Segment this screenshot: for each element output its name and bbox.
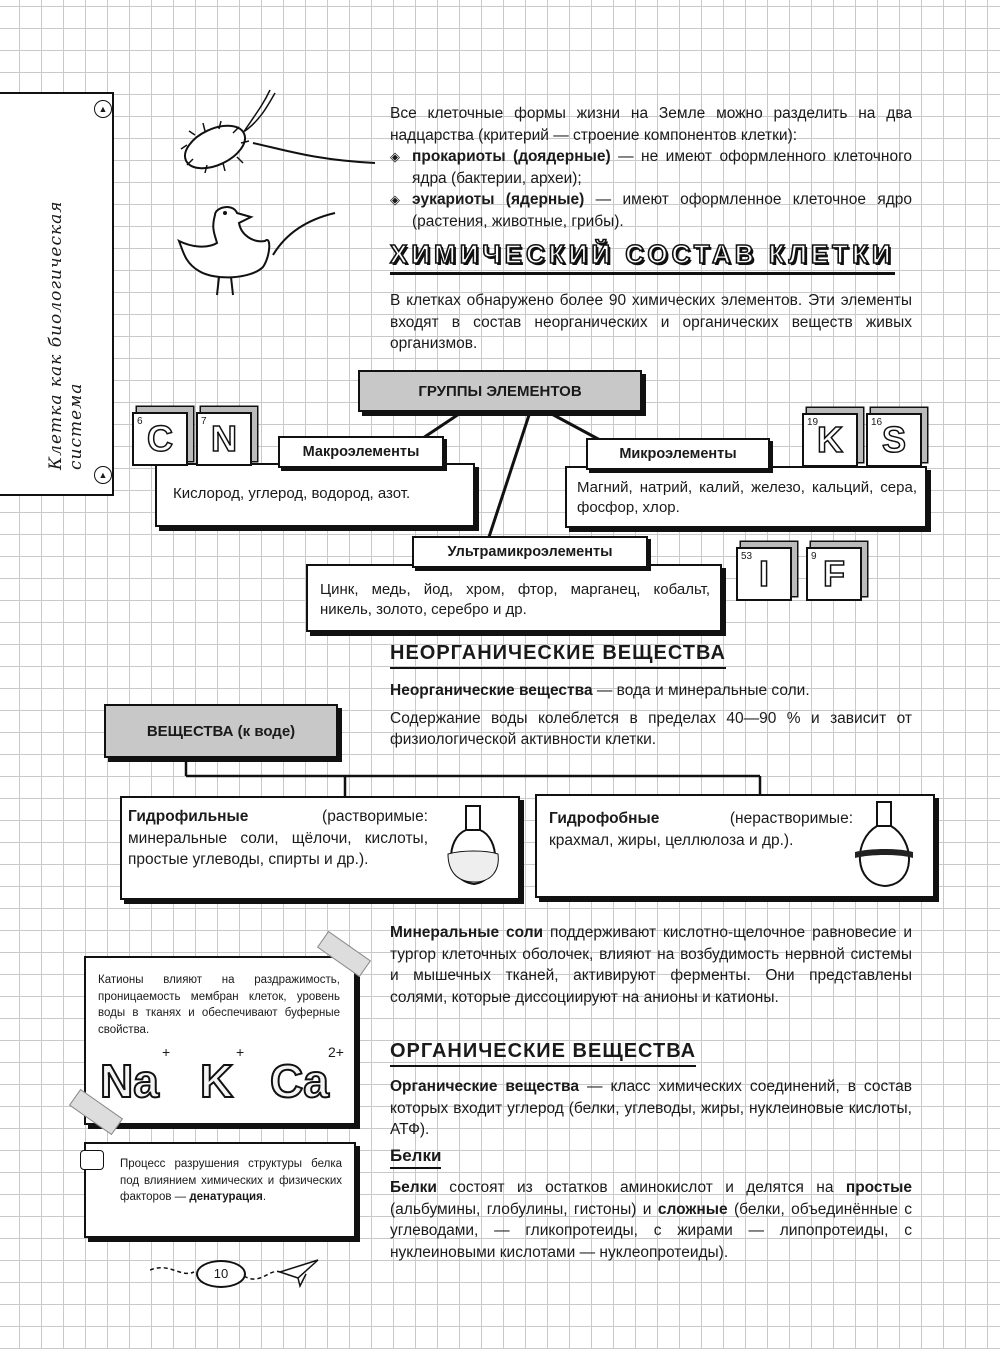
hydrophobic-text: Гидрофобные (нерастворимые: крахмал, жиры, целлюлоза и др.). — [549, 810, 853, 849]
diamond-bullet-icon: ◈ — [390, 149, 400, 164]
bullet-term: эукариоты (ядерные) — [412, 191, 585, 208]
flask-icon — [851, 800, 919, 890]
ion-charge: + — [162, 1044, 171, 1060]
micro-box — [565, 466, 927, 528]
macro-text: Кислород, углерод, водород, азот. — [173, 485, 411, 502]
organic-heading: ОРГАНИЧЕСКИЕ ВЕЩЕСТВА — [390, 1040, 696, 1067]
arrow-up-icon: ▲ — [94, 466, 112, 484]
element-tile: 53 I — [736, 547, 792, 601]
denaturation-text: Процесс разрушения структуры белка под влиянием химических и физических факторов — денатурация. — [120, 1158, 342, 1203]
chem-text: В клетках обнаружено более 90 химических элементов. Эти элементы входят в состав неорганических и органических веществ живых организмов. — [390, 292, 912, 352]
ultra-label: Ультрамикроэлементы — [412, 536, 648, 568]
micro-text: Магний, натрий, калий, железо, кальций, сера, фосфор, хлор. — [577, 479, 917, 516]
micro-label: Микроэлементы — [586, 438, 770, 470]
page-number: 10 — [196, 1260, 246, 1288]
water-content-text: Содержание воды колеблется в пределах 40—90 % и зависит от физиологической активности клетки. — [390, 709, 912, 748]
organic-text: Органические вещества — класс химических соединений, в состав которых входит углерод (белки, углеводы, жиры, нуклеиновые кислоты, АТФ). — [390, 1078, 912, 1138]
groups-title: ГРУППЫ ЭЛЕМЕНТОВ — [358, 370, 642, 412]
ion-charge: 2+ — [328, 1044, 344, 1060]
bullet-term: прокариоты (доядерные) — [412, 148, 611, 165]
proteins-text: Белки состоят из остатков аминокислот и делятся на простые (альбумины, глобулины, гистоны) и сложные (белки, объединённые с углеводами, — гликопротеиды, с жирами — липопротеиды, с нуклеиновыми кислотами — нуклеопротеиды). — [390, 1179, 912, 1261]
cation-note-text: Катионы влияют на раздражимость, проницаемость мембран клеток, уровень воды в тканях и обеспечивают буферные свойства. — [98, 974, 340, 1036]
denaturation-note — [84, 1142, 356, 1238]
hydrophilic-box — [120, 796, 520, 900]
element-tile: 7 N — [196, 412, 252, 466]
ion-symbol: Na — [100, 1055, 159, 1107]
bullet-desc: — не имеют оформленного клеточного ядра (бактерии, археи); — [412, 148, 912, 187]
paper-plane-icon — [150, 1258, 330, 1298]
term: Неорганические вещества — [390, 682, 593, 699]
ion-symbol: Ca — [270, 1055, 329, 1107]
cation-note — [84, 956, 356, 1125]
inorganic-heading: НЕОРГАНИЧЕСКИЕ ВЕЩЕСТВА — [390, 642, 726, 669]
diamond-bullet-icon: ◈ — [390, 192, 400, 207]
element-tile: 16 S — [866, 413, 922, 467]
proteins-heading: Белки — [390, 1146, 441, 1169]
ultra-box — [306, 564, 722, 632]
eye-icon — [80, 1150, 104, 1170]
intro-text: Все клеточные формы жизни на Земле можно разделить на два надцарства (критерий — строение компонентов клетки): — [390, 105, 912, 144]
macro-label: Макроэлементы — [278, 436, 444, 468]
element-tile: 6 C — [132, 412, 188, 466]
sidebar-title: Клетка как биологическая система — [46, 200, 86, 470]
ion-symbol: K — [200, 1055, 234, 1107]
hydrophilic-text: Гидрофильные (растворимые: минеральные соли, щёлочи, кислоты, простые углеводы, спирты и др.). — [128, 808, 428, 868]
salts-text: Минеральные соли поддерживают кислотно-щелочное равновесие и тургор клеточных оболочек, влияют на возбудимость нервной системы и мышечных тканей, активируют ферменты. Они представлены солями, которые диссоциируют на анионы и катионы. — [390, 924, 912, 1006]
flask-icon — [442, 804, 506, 888]
inorganic-text — [390, 680, 912, 751]
chem-heading: ХИМИЧЕСКИЙ СОСТАВ КЛЕТКИ — [390, 239, 895, 275]
definition: — вода и минеральные соли. — [592, 682, 810, 699]
hydrophobic-box — [535, 794, 935, 898]
element-tile: 19 K — [802, 413, 858, 467]
bullet-desc: — имеют оформленное клеточное ядро (растения, животные, грибы). — [412, 191, 912, 230]
ion-charge: + — [236, 1044, 245, 1060]
ultra-text: Цинк, медь, йод, хром, фтор, марганец, кобальт, никель, золото, серебро и др. — [320, 581, 710, 618]
water-box: ВЕЩЕСТВА (к воде) — [104, 704, 338, 758]
element-tile: 9 F — [806, 547, 862, 601]
macro-box — [155, 463, 475, 527]
arrow-up-icon: ▲ — [94, 100, 112, 118]
